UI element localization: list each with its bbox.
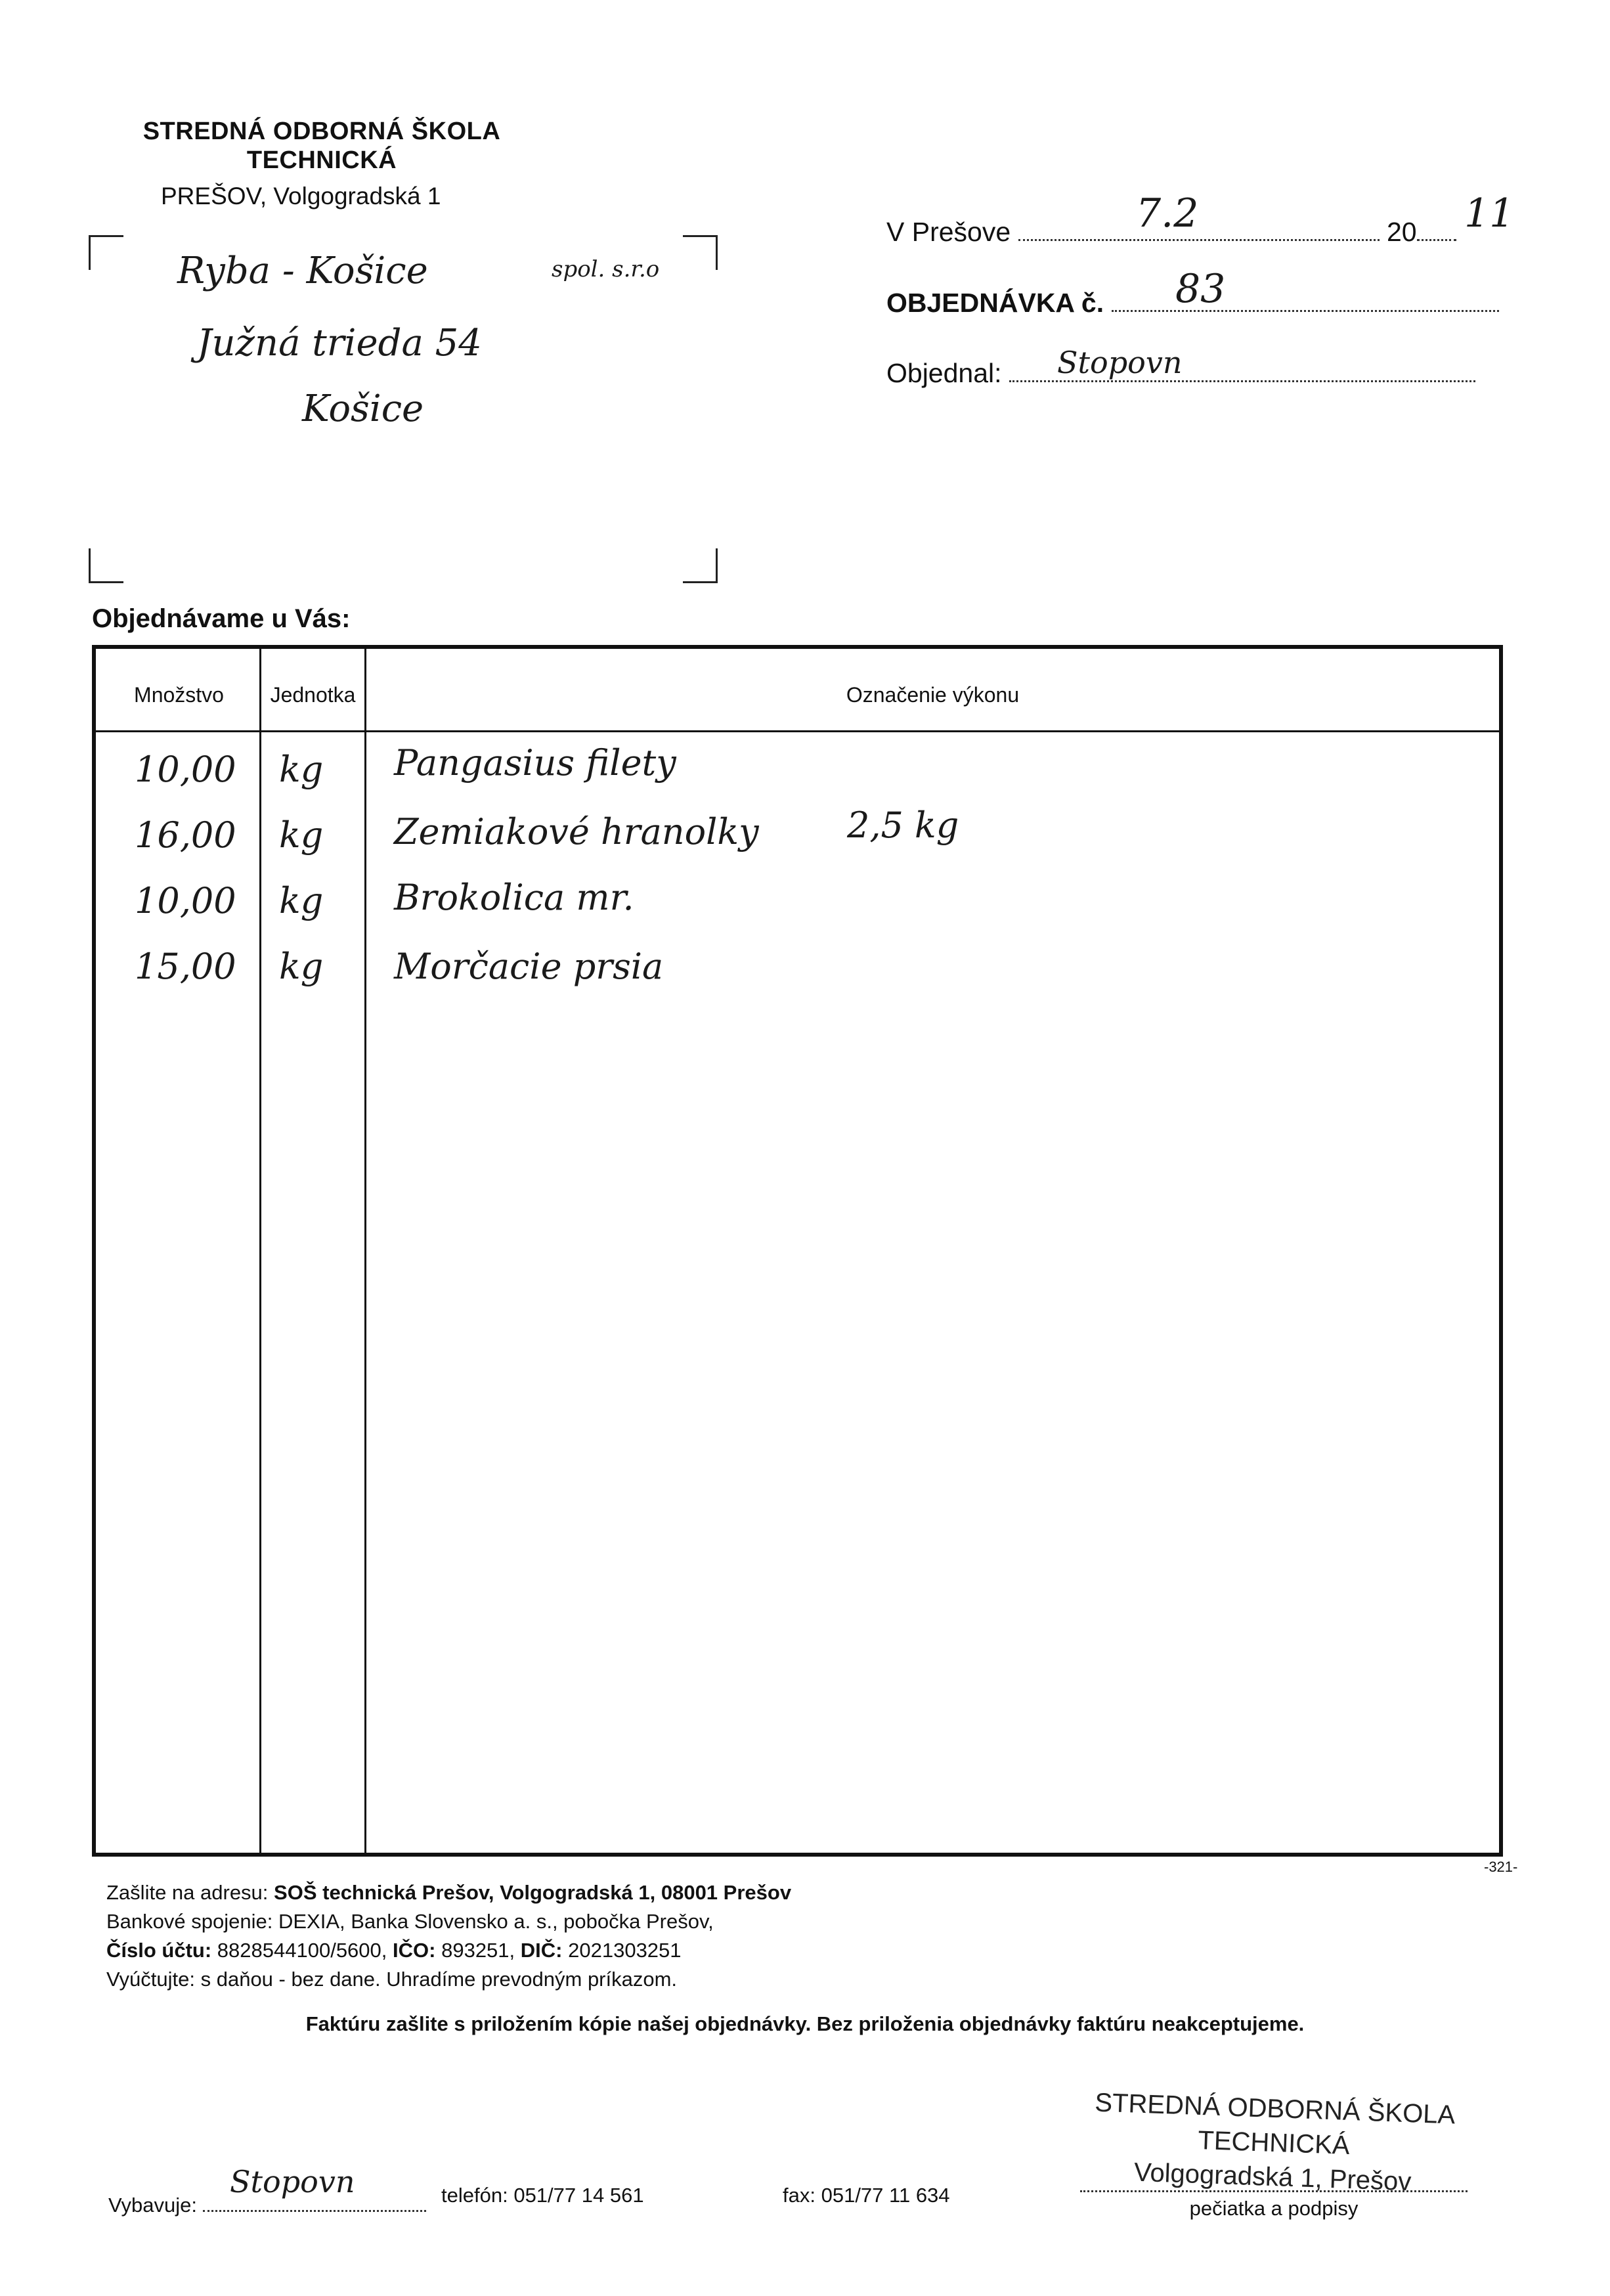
order-label: OBJEDNÁVKA č. (886, 288, 1104, 318)
ordered-by-value: Stopovn (1057, 345, 1183, 380)
phone-value: 051/77 14 561 (513, 2184, 644, 2207)
row-unit: kg (279, 880, 324, 921)
supplier-street: Južná trieda 54 (197, 322, 482, 364)
row-description: Morčacie prsia (394, 946, 664, 987)
row-extra-note: 2,5 kg (847, 805, 959, 846)
signature-dotted-line (1080, 2190, 1468, 2192)
fax-value: 051/77 11 634 (821, 2184, 950, 2207)
bank-label: Bankové spojenie: (106, 1910, 273, 1933)
school-name (112, 117, 532, 175)
billing-label: Vyúčtujte: (106, 1968, 195, 1991)
row-unit: kg (279, 814, 324, 856)
stamp-signature-label: pečiatka a podpisy (1189, 2197, 1359, 2220)
order-dotted-line (1112, 288, 1499, 312)
section-heading: Objednávame u Vás: (92, 604, 351, 633)
invoice-notice: Faktúru zašlite s priložením kópie našej objednávky. Bez priloženia objednávky faktúru neakceptujeme. (305, 2012, 1305, 2035)
school-address: PREŠOV, Volgogradská 1 (161, 183, 441, 210)
ico-label: IČO: (393, 1939, 436, 1962)
fax-label: fax: (783, 2184, 816, 2207)
handled-by-label: Vybavuje: (108, 2194, 197, 2217)
address-window-corner-bottom-left (89, 548, 123, 583)
table-column-divider (259, 649, 261, 1853)
year-dotted-line (1417, 217, 1456, 241)
send-to-label: Zašlite na adresu: (106, 1881, 269, 1904)
row-unit: kg (279, 946, 324, 987)
order-number-value: 83 (1175, 266, 1226, 312)
row-quantity: 15,00 (135, 946, 236, 987)
stamp-line2: TECHNICKÁ (1197, 2125, 1351, 2161)
row-description: Zemiakové hranolky (394, 811, 759, 852)
date-dotted-line (1018, 217, 1380, 241)
dic-label: DIČ: (520, 1939, 563, 1962)
address-window-corner-top-left (89, 235, 123, 270)
year-prefix: 20 (1386, 217, 1417, 247)
row-quantity: 10,00 (135, 749, 236, 790)
table-header-divider (96, 730, 1499, 732)
stamp-line3: Volgogradská 1, Prešov (1133, 2157, 1412, 2197)
phone-label: telefón: (441, 2184, 508, 2207)
handled-by-value: Stopovn (230, 2164, 355, 2199)
date-value: 7.2 (1136, 190, 1199, 236)
column-header-quantity: Množstvo (134, 683, 224, 707)
school-stamp (1062, 2085, 1485, 2201)
supplier-name: Ryba - Košice (177, 250, 428, 292)
bank-value: DEXIA, Banka Slovensko a. s., pobočka Prešov, (278, 1910, 714, 1933)
school-name-line2: TECHNICKÁ (246, 146, 397, 174)
school-name-line1: STREDNÁ ODBORNÁ ŠKOLA (142, 118, 501, 145)
send-to-value: SOŠ technická Prešov, Volgogradská 1, 08001 Prešov (274, 1881, 792, 1904)
ico-value: 893251, (441, 1939, 515, 1962)
row-unit: kg (279, 749, 324, 790)
row-quantity: 16,00 (135, 814, 236, 856)
address-window-corner-top-right (683, 235, 718, 270)
column-header-description: Označenie výkonu (846, 683, 1020, 707)
phone-field (441, 2184, 644, 2207)
send-to-line (106, 1878, 791, 1907)
form-code: -321- (1484, 1859, 1518, 1875)
stamp-line1: STREDNÁ ODBORNÁ ŠKOLA (1094, 2088, 1456, 2130)
column-header-unit: Jednotka (270, 683, 356, 707)
account-line (106, 1936, 682, 1965)
row-description: Brokolica mr. (394, 877, 634, 918)
supplier-city: Košice (302, 387, 424, 430)
fax-field (783, 2184, 950, 2207)
account-value: 8828544100/5600, (217, 1939, 387, 1962)
row-description: Pangasius filety (394, 742, 676, 784)
billing-line (106, 1965, 677, 1994)
address-window-corner-bottom-right (683, 548, 718, 583)
table-column-divider (364, 649, 366, 1853)
dic-value: 2021303251 (568, 1939, 682, 1962)
bank-line (106, 1907, 714, 1936)
billing-value: s daňou - bez dane. Uhradíme prevodným príkazom. (200, 1968, 678, 1991)
supplier-legal-form: spol. s.r.o (552, 256, 660, 282)
ordered-by-label: Objednal: (886, 358, 1002, 388)
row-quantity: 10,00 (135, 880, 236, 921)
date-label: V Prešove (886, 217, 1011, 247)
year-value: 11 (1464, 190, 1515, 236)
account-label: Číslo účtu: (106, 1939, 212, 1962)
